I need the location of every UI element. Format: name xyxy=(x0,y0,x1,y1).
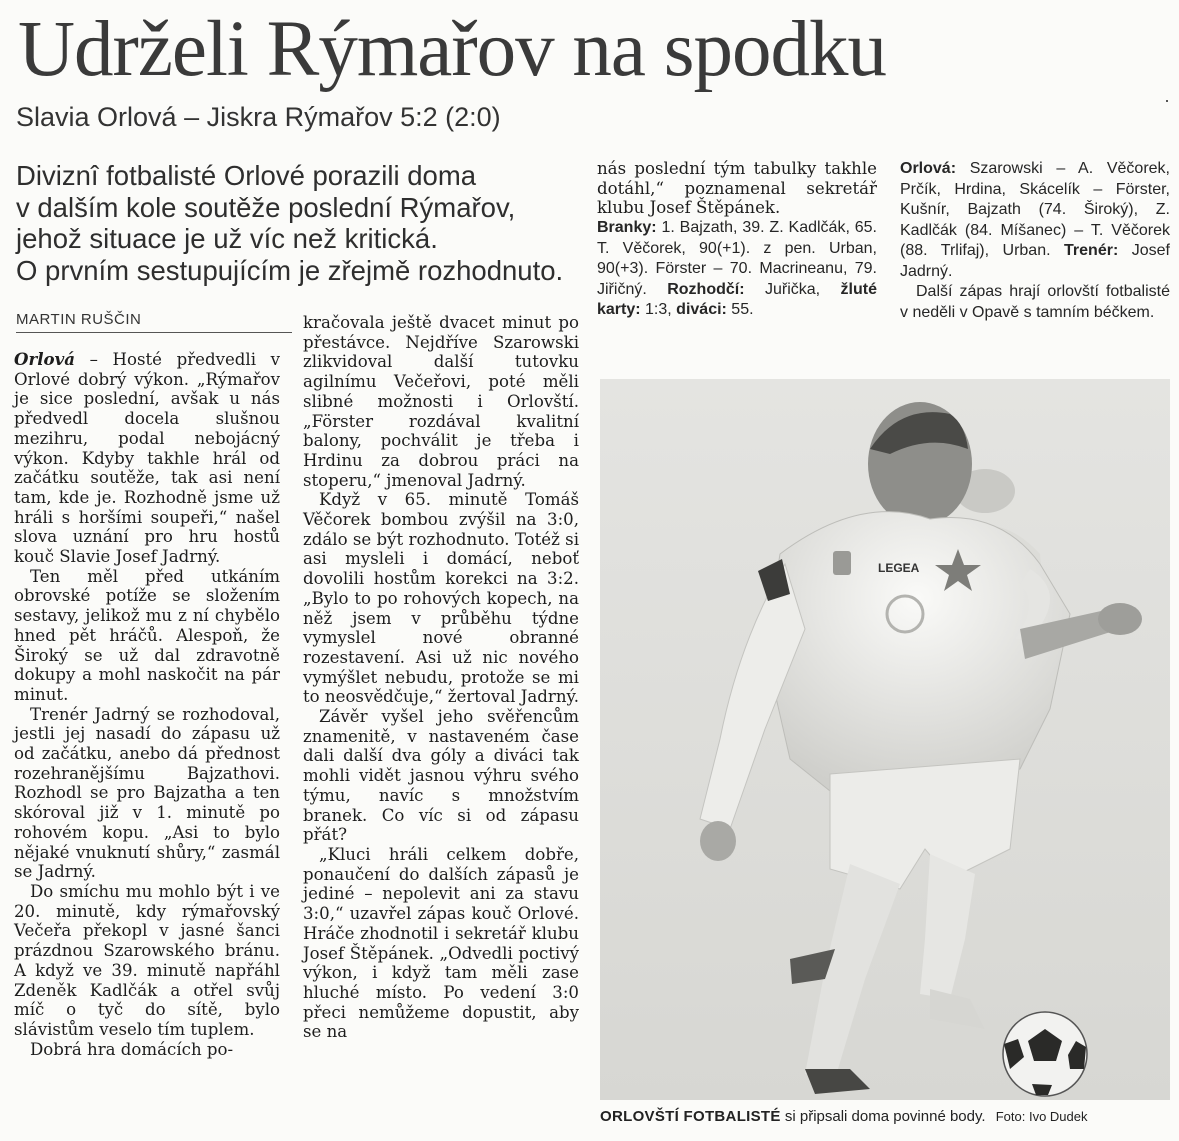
body-paragraph: Když v 65. minutě Tomáš Věčorek bombou zvýšil na 3:0, zdálo se být rozhodnuto. Totéž si asi mysleli i domácí, neboť dovolili hostům korekci na 3:2. „Bylo to po rohových kopech, na něž jsem v průběhu týdne vymyslel nové obranné rozestavení. Asi už nic nového vymýšlet nebudu, protože se mi to neosvědčuje,“ žertoval Jadrný. xyxy=(303,490,579,707)
caption-text: si připsali doma povinné body. xyxy=(780,1108,986,1125)
subheadline: Slavia Orlová – Jiskra Rýmařov 5:2 (2:0) xyxy=(16,102,501,132)
player-shirt xyxy=(765,512,1070,799)
body-paragraph: „Kluci hráli celkem dobře, ponaučení do dalších zápasů je jediné – nepolevit ani za stavu 3:0,“ uzavřel zápas kouč Orlové. Hráče zhodnotil i sekretář klubu Josef Štěpánek. „Odvedli poctivý výkon, i když tam měli zase hluché místo. Po vedení 3:0 přeci nemůžeme dopustit, aby se na xyxy=(303,844,579,1042)
lineup-label: Orlová: xyxy=(900,160,957,177)
cards-text: 1:3, xyxy=(640,301,672,319)
body-paragraph: nás poslední tým tabulky takhle dotáhl,“ poznamenal sekretář klubu Josef Štěpánek. xyxy=(597,159,877,218)
club-crest-icon xyxy=(833,551,851,575)
goals-text: 1. Bajzath, 39. Z. Kadlčák, 65. T. Věčorek, 90(+1). z pen. Urban, 90(+3). Förster – 70. Macrineanu, 79. Jiřičný. xyxy=(597,219,877,298)
lineup-text: Szarowski – A. Věčorek, Prčík, Hrdina, Skácelík – Förster, Kušnír, Bajzath (74. Široký), Z. Kadlčák (84. Míšanec) – T. Věčorek (88. Trlifaj), Urban. xyxy=(900,160,1170,259)
article-column-3 xyxy=(597,159,877,321)
paragraph-text: – Hosté předvedli v Orlové dobrý výkon. „Rýmařov je sice poslední, avšak u nás předvedl docela slušnou mezihru, podal nebojácný výkon. Kdyby takhle hrál od začátku soutěže, tak asi není tam, kde je. Rozhodně jsme už hráli s horšími soupeři,“ našel slova uznání pro hru hostů kouč Slavie Josef Jadrný. xyxy=(14,350,280,567)
body-paragraph xyxy=(14,350,280,567)
match-photo xyxy=(600,379,1170,1100)
match-stats xyxy=(597,218,877,321)
article-column-2 xyxy=(303,313,579,1042)
caption-title: ORLOVŠTÍ FOTBALISTÉ xyxy=(600,1108,781,1125)
lead-line: v dalším kole soutěže poslední Rýmařov, xyxy=(16,191,516,223)
cards-label: žluté karty: xyxy=(597,280,877,319)
body-paragraph: kračovala ještě dvacet minut po přestávce. Nejdříve Szarowski zlikvidoval další tutovku agilnímu Večeřovi, poté měli slibné možnosti i Orlovští. „Förster rozdával kvalitní balony, pochválit je třeba i Hrdinu za dobrou práci na stoperu,“ jmenoval Jadrný. xyxy=(303,313,579,490)
player-left-hand xyxy=(700,821,736,861)
headline: Udrželi Rýmařov na spodku xyxy=(18,6,886,93)
body-paragraph: Dobrá hra domácích po- xyxy=(30,1039,234,1059)
article-column-4 xyxy=(900,159,1170,323)
lead-paragraph xyxy=(16,160,591,286)
body-paragraph: Trenér Jadrný se rozhodoval, jestli jej nasadí do zápasu už od začátku, anebo dá přednost rozehranějšímu Bajzathovi. Rozhodl se pro Bajzatha a ten skóroval již v 1. minutě po rohovém kopu. „Asi to bylo nějaké vnuknutí shůry,“ zasmál se Jadrný. xyxy=(14,704,280,882)
coach-text: Josef Jadrný. xyxy=(900,242,1170,280)
lead-line: Diviznî fotbalisté Orlové porazili doma xyxy=(16,160,477,191)
referee-label: Rozhodčí: xyxy=(667,280,745,298)
article-column-1 xyxy=(14,350,280,1059)
player-photo-illustration xyxy=(600,379,1170,1100)
photo-credit: Foto: Ivo Dudek xyxy=(995,1109,1088,1124)
referee-text: Juřička, xyxy=(744,280,821,298)
body-paragraph: Ten měl před utkáním obrovské potíže se složením sestavy, jelikož mu z ní chybělo hned pět hráčů. Alespoň, že Široký se už dal zdravotně dokupy a mohl naskočit na pár minut. xyxy=(14,566,280,704)
next-match-note: Další zápas hrají orlovští fotbalisté v neděli v Opavě s tamním béčkem. xyxy=(900,283,1170,321)
body-paragraph: Do smíchu mu mohlo být i ve 20. minutě, kdy rýmařovský Večeřa překopl v jasné šanci prázdnou Szarowského bránu. A když ve 39. minutě napřáhl Zdeněk Kadlčák a otřel svůj míč o tyč do sítě, bylo slávistům veselo tím tuplem. xyxy=(14,881,280,1039)
author-byline: MARTIN RUŠČIN xyxy=(16,311,292,333)
lead-line: O prvním sestupujícím je zřejmě rozhodnuto. xyxy=(16,254,564,286)
spectators-text: 55. xyxy=(726,301,754,319)
goals-label: Branky: xyxy=(597,219,657,237)
jersey-sponsor: LEGEA xyxy=(878,561,920,575)
print-speck xyxy=(1166,100,1168,102)
dateline: Orlová xyxy=(14,349,75,369)
coach-label: Trenér: xyxy=(1064,242,1119,259)
body-paragraph: Závěr vyšel jeho svěřencům znamenitě, v nastaveném čase dali další dva góly a diváci tak mohli vidět jasnou výhru svého týmu, navíc s množstvím branek. Co víc si od zápasu přát? xyxy=(303,707,579,845)
lead-line: jehož situace je už víc než kritická. xyxy=(16,223,438,254)
lineup xyxy=(900,159,1170,282)
photo-caption xyxy=(600,1108,1175,1125)
spectators-label: diváci: xyxy=(676,301,727,319)
player-right-hand xyxy=(1098,603,1142,635)
